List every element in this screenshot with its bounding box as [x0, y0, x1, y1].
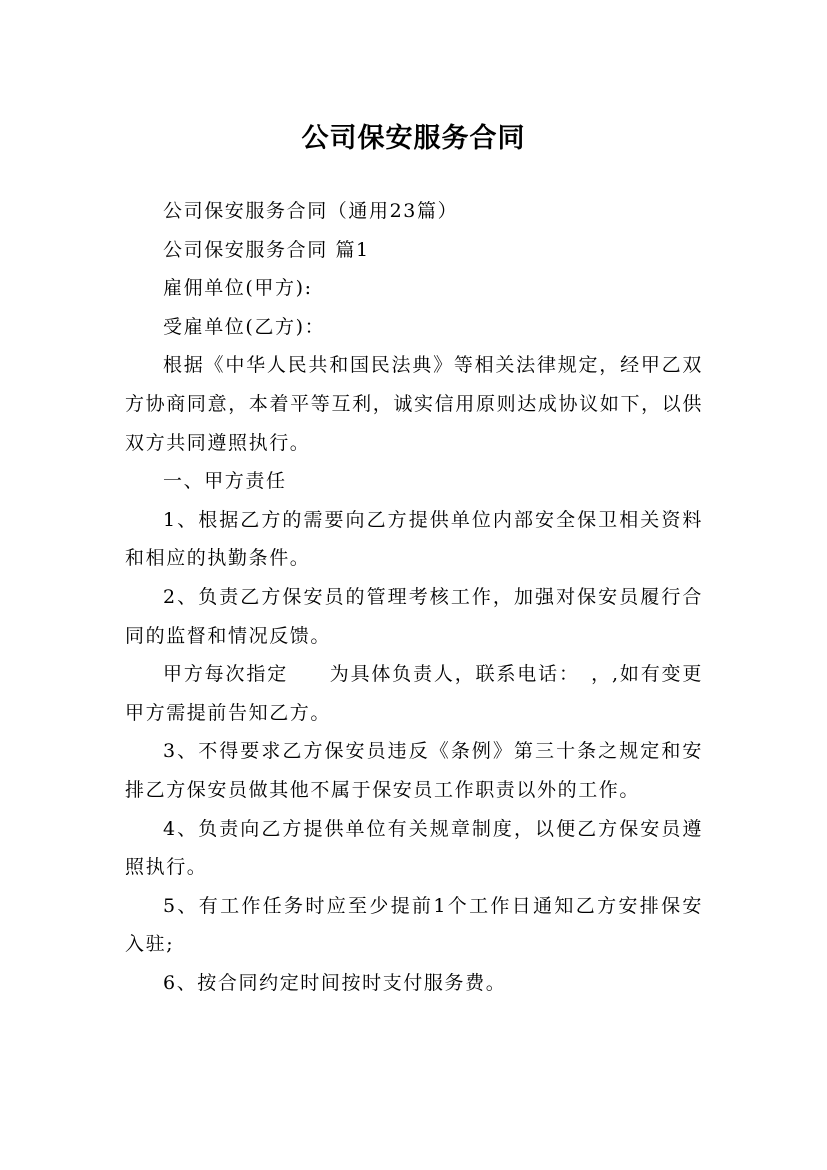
paragraph-party-b: 受雇单位(乙方)： [163, 315, 326, 338]
paragraph-contact: 甲方每次指定 为具体负责人，联系电话： ，,如有变更甲方需提前告知乙方。 [125, 663, 703, 724]
document-body [125, 192, 703, 1002]
paragraph-clause-3: 3、不得要求乙方保安员违反《条例》第三十条之规定和安排乙方保安员做其他不属于保安员工作职责以外的工作。 [125, 740, 703, 801]
paragraph-preamble: 根据《中华人民共和国民法典》等相关法律规定，经甲乙双方协商同意，本着平等互利，诚实信用原则达成协议如下，以供双方共同遵照执行。 [125, 354, 703, 454]
paragraph-clause-2: 2、负责乙方保安员的管理考核工作，加强对保安员履行合同的监督和情况反馈。 [125, 585, 703, 647]
paragraph-party-a-duties-heading: 一、甲方责任 [163, 470, 287, 493]
document-title: 公司保安服务合同 [301, 123, 526, 155]
paragraph-contract-heading: 公司保安服务合同（通用23篇） [163, 200, 459, 222]
paragraph-clause-5: 5、有工作任务时应至少提前1个工作日通知乙方安排保安入驻; [125, 894, 703, 956]
paragraph-clause-6: 6、按合同约定时间按时支付服务费。 [163, 971, 507, 994]
paragraph-section-heading: 公司保安服务合同 篇1 [163, 238, 370, 261]
paragraph-party-a: 雇佣单位(甲方): [163, 277, 313, 300]
paragraph-clause-1: 1、根据乙方的需要向乙方提供单位内部安全保卫相关资料和相应的执勤条件。 [125, 508, 703, 570]
paragraph-clause-4: 4、负责向乙方提供单位有关规章制度，以便乙方保安员遵照执行。 [125, 817, 703, 879]
